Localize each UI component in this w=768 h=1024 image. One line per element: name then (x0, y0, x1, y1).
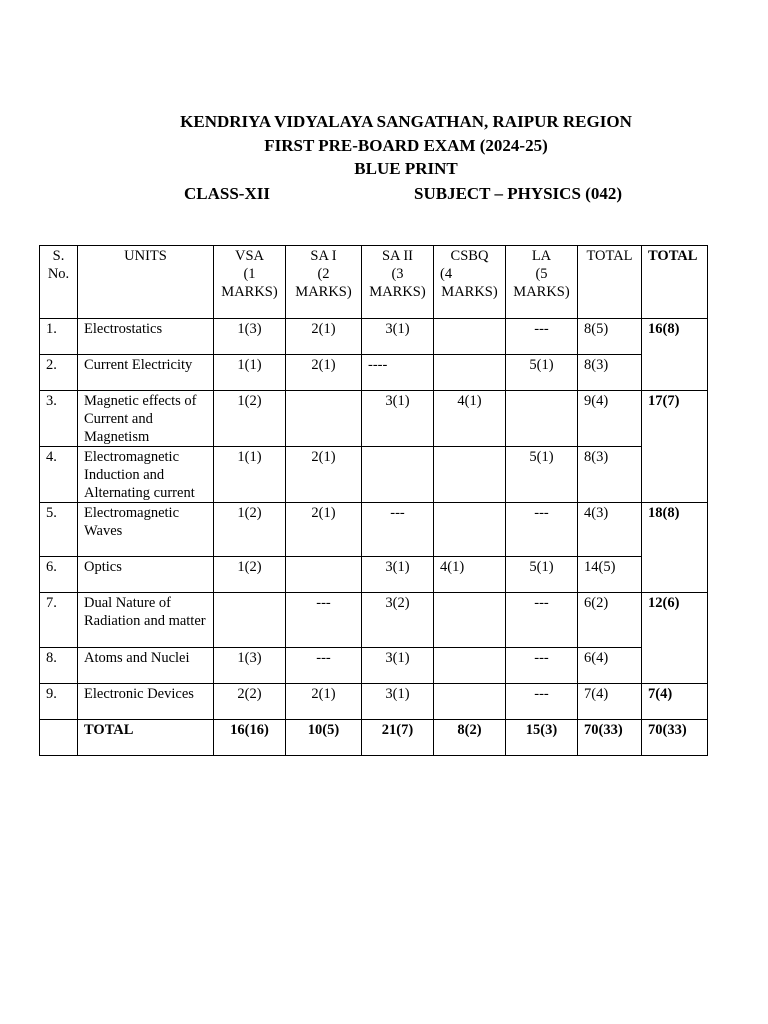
row-la: --- (506, 319, 578, 355)
row-csbq (434, 648, 506, 684)
row-sa2: 3(1) (362, 684, 434, 720)
row-sno: 7. (40, 593, 78, 648)
row-unit: Optics (78, 557, 214, 593)
row-unit: Magnetic effects of Current and Magnetism (78, 391, 214, 447)
row-sa2: --- (362, 503, 434, 557)
row-sa2: 3(1) (362, 391, 434, 447)
row-vsa: 1(2) (214, 391, 286, 447)
row-total: 14(5) (578, 557, 642, 593)
row-sa1: 2(1) (286, 355, 362, 391)
total-row (40, 720, 708, 756)
row-la: --- (506, 503, 578, 557)
row-csbq (434, 319, 506, 355)
table-row (40, 447, 708, 503)
group-total-2: 17(7) (642, 391, 708, 503)
table-row (40, 503, 708, 557)
row-la: --- (506, 648, 578, 684)
row-la: 5(1) (506, 355, 578, 391)
row-vsa: 1(3) (214, 319, 286, 355)
total-row-sa1: 10(5) (286, 720, 362, 756)
header-total-group: TOTAL (642, 246, 708, 319)
row-csbq (434, 355, 506, 391)
row-sa1 (286, 557, 362, 593)
row-vsa (214, 593, 286, 648)
table-row (40, 593, 708, 648)
class-label: CLASS-XII (184, 184, 270, 203)
table-row (40, 391, 708, 447)
row-vsa: 1(2) (214, 557, 286, 593)
row-la (506, 391, 578, 447)
row-csbq: 4(1) (434, 557, 506, 593)
header-sa2: SA II (3 MARKS) (362, 246, 434, 319)
row-sa1: --- (286, 648, 362, 684)
row-unit: Electronic Devices (78, 684, 214, 720)
header-vsa: VSA (1 MARKS) (214, 246, 286, 319)
table-row (40, 557, 708, 593)
document-title: BLUE PRINT (354, 159, 458, 178)
table-row (40, 355, 708, 391)
row-sa2: 3(1) (362, 319, 434, 355)
header-sno: S. No. (40, 246, 78, 319)
row-la: 5(1) (506, 447, 578, 503)
row-sa1: 2(1) (286, 684, 362, 720)
group-total-5: 7(4) (642, 684, 708, 720)
row-csbq: 4(1) (434, 391, 506, 447)
header-la: LA (5 MARKS) (506, 246, 578, 319)
row-total: 9(4) (578, 391, 642, 447)
table-row (40, 319, 708, 355)
exam-title: FIRST PRE-BOARD EXAM (2024-25) (264, 136, 548, 155)
row-csbq (434, 684, 506, 720)
row-unit: Atoms and Nuclei (78, 648, 214, 684)
row-total: 6(4) (578, 648, 642, 684)
total-row-sa2: 21(7) (362, 720, 434, 756)
row-sno: 1. (40, 319, 78, 355)
row-vsa: 1(2) (214, 503, 286, 557)
row-sa1: --- (286, 593, 362, 648)
row-csbq (434, 593, 506, 648)
row-total: 8(3) (578, 355, 642, 391)
header-sa1: SA I (2 MARKS) (286, 246, 362, 319)
row-la: 5(1) (506, 557, 578, 593)
total-row-vsa: 16(16) (214, 720, 286, 756)
total-row-total: 70(33) (578, 720, 642, 756)
subject-label: SUBJECT – PHYSICS (042) (414, 184, 622, 203)
group-total-3: 18(8) (642, 503, 708, 593)
header-total: TOTAL (578, 246, 642, 319)
row-sno: 5. (40, 503, 78, 557)
row-unit: Electromagnetic Induction and Alternating current (78, 447, 214, 503)
row-vsa: 1(3) (214, 648, 286, 684)
row-unit: Electromagnetic Waves (78, 503, 214, 557)
row-sa2 (362, 447, 434, 503)
total-row-la: 15(3) (506, 720, 578, 756)
total-row-grand: 70(33) (642, 720, 708, 756)
header-units: UNITS (78, 246, 214, 319)
table-row (40, 684, 708, 720)
row-la: --- (506, 684, 578, 720)
row-unit: Electrostatics (78, 319, 214, 355)
school-title: KENDRIYA VIDYALAYA SANGATHAN, RAIPUR REGION (180, 112, 632, 131)
row-sno: 2. (40, 355, 78, 391)
row-unit: Dual Nature of Radiation and matter (78, 593, 214, 648)
row-vsa: 2(2) (214, 684, 286, 720)
row-sa2: 3(1) (362, 648, 434, 684)
total-row-csbq: 8(2) (434, 720, 506, 756)
row-sno: 4. (40, 447, 78, 503)
row-sa2: ---- (362, 355, 434, 391)
row-total: 4(3) (578, 503, 642, 557)
row-sa1: 2(1) (286, 503, 362, 557)
header-csbq: CSBQ (4 MARKS) (434, 246, 506, 319)
group-total-4: 12(6) (642, 593, 708, 684)
row-total: 6(2) (578, 593, 642, 648)
row-sno: 9. (40, 684, 78, 720)
row-la: --- (506, 593, 578, 648)
row-sa1: 2(1) (286, 319, 362, 355)
row-csbq (434, 447, 506, 503)
blueprint-table (39, 245, 708, 756)
row-total: 7(4) (578, 684, 642, 720)
row-total: 8(5) (578, 319, 642, 355)
row-csbq (434, 503, 506, 557)
row-sno: 8. (40, 648, 78, 684)
total-row-sno (40, 720, 78, 756)
row-total: 8(3) (578, 447, 642, 503)
row-sa1: 2(1) (286, 447, 362, 503)
row-unit: Current Electricity (78, 355, 214, 391)
table-row (40, 648, 708, 684)
row-vsa: 1(1) (214, 355, 286, 391)
header-row (40, 246, 708, 319)
row-sno: 6. (40, 557, 78, 593)
row-sa2: 3(1) (362, 557, 434, 593)
total-row-label: TOTAL (78, 720, 214, 756)
row-vsa: 1(1) (214, 447, 286, 503)
row-sa2: 3(2) (362, 593, 434, 648)
group-total-1: 16(8) (642, 319, 708, 391)
row-sa1 (286, 391, 362, 447)
row-sno: 3. (40, 391, 78, 447)
